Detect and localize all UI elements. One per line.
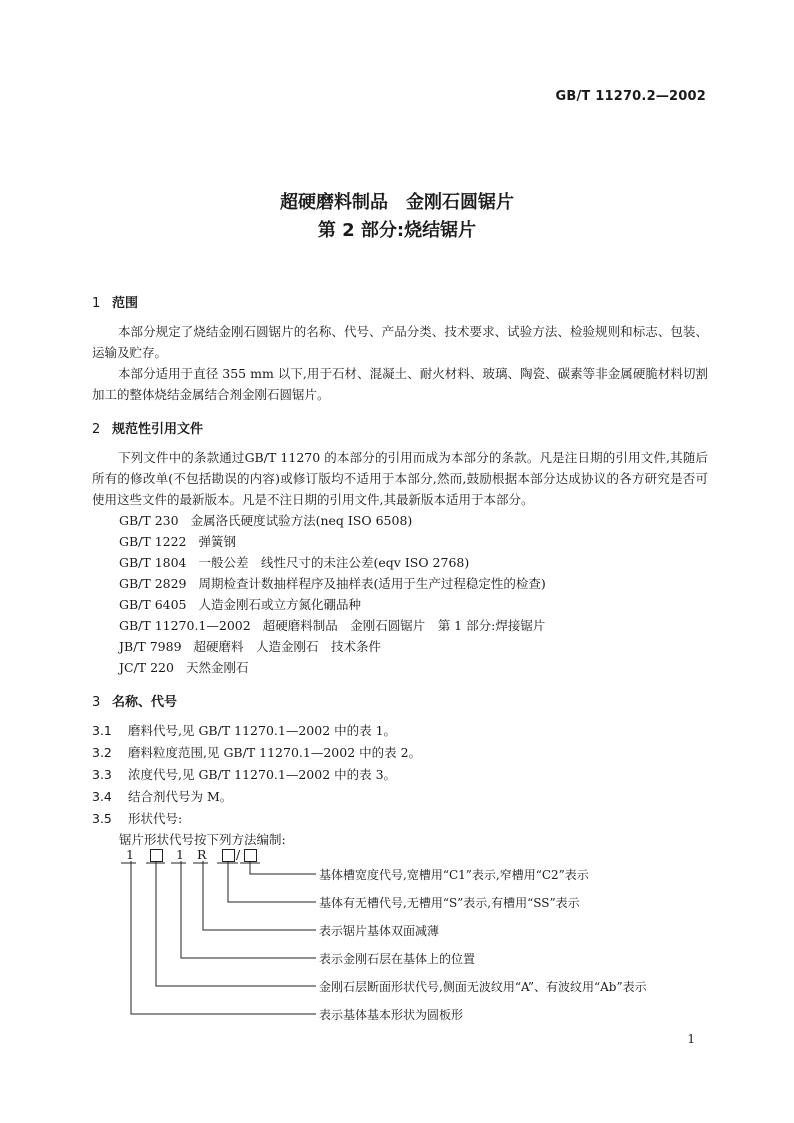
diagram-label-double-thinning: 表示锯片基体双面减薄 (319, 924, 440, 938)
code-char-1: 1 (126, 847, 134, 862)
diagram-label-diamond-position: 表示金刚石层在基体上的位置 (319, 952, 476, 966)
diagram-label-section-shape: 金刚石层断面形状代号,侧面无波纹用“A”、有波纹用“Ab”表示 (319, 980, 647, 994)
section-1-para-1: 本部分规定了烧结金刚石圆锯片的名称、代号、产品分类、技术要求、试验方法、检验规则和标志、包装、运输及贮存。 (92, 324, 708, 360)
code-char-4: / (236, 847, 241, 862)
document-title-line2: 第 2 部分:烧结锯片 (317, 220, 477, 241)
clause-text: 磨料代号,见 GB/T 11270.1—2002 中的表 1。 (128, 723, 397, 738)
reference-title: 人造金刚石或立方氮化硼品种 (198, 597, 362, 612)
reference-title: 超硬磨料制品 金刚石圆锯片 第 1 部分:焊接锯片 (262, 618, 546, 633)
reference-title: 弹簧钢 (198, 534, 237, 549)
section-number: 1 (92, 296, 101, 311)
clause-text: 浓度代号,见 GB/T 11270.1—2002 中的表 3。 (128, 767, 397, 782)
reference-code: GB/T 6405 (119, 597, 187, 612)
shape-code-note: 锯片形状代号按下列方法编制: (119, 832, 286, 847)
clause-text: 磨料粒度范围,见 GB/T 11270.1—2002 中的表 2。 (128, 745, 422, 760)
code-char-2: 1 (176, 847, 184, 862)
reference-code: JB/T 7989 (119, 639, 182, 654)
clause-number: 3.5 (92, 811, 112, 826)
section-number: 2 (92, 422, 101, 437)
reference-code: JC/T 220 (119, 660, 174, 675)
clause-number: 3.1 (92, 723, 112, 738)
section-title: 名称、代号 (112, 695, 178, 710)
reference-title: 金属洛氏硬度试验方法(neq ISO 6508) (190, 513, 413, 528)
document-title-line1: 超硬磨料制品 金刚石圆锯片 (280, 192, 514, 213)
section-2-para: 下列文件中的条款通过GB/T 11270 的本部分的引用而成为本部分的条款。凡是注日期的引用文件,其随后所有的修改单(不包括勘误的内容)或修订版均不适用于本部分,然而,鼓励根据本部分达成协议的各方研究是否可使用这些文件的最新版本。凡是不注日期的引用文件,其最新版本适用于本部分。 (92, 450, 708, 507)
section-title: 规范性引用文件 (112, 422, 204, 437)
code-char-3: R (197, 847, 207, 862)
diagram-label-base-shape: 表示基体基本形状为圆板形 (319, 1008, 464, 1022)
standard-number: GB/T 11270.2—2002 (555, 89, 706, 104)
clause-text: 结合剂代号为 M。 (128, 789, 233, 804)
clause-number: 3.2 (92, 745, 112, 760)
section-title: 范围 (112, 296, 139, 311)
clause-text: 形状代号: (128, 811, 183, 826)
reference-title: 天然金刚石 (185, 660, 249, 675)
clause-number: 3.4 (92, 789, 112, 804)
reference-code: GB/T 230 (119, 513, 179, 528)
diagram-label-groove-width: 基体槽宽度代号,宽槽用“C1”表示,窄槽用“C2”表示 (319, 868, 589, 882)
reference-code: GB/T 2829 (119, 576, 187, 591)
reference-title: 周期检查计数抽样程序及抽样表(适用于生产过程稳定性的检查) (198, 576, 546, 591)
page-number: 1 (687, 1032, 695, 1046)
reference-code: GB/T 11270.1—2002 (119, 618, 251, 633)
reference-title: 超硬磨料 人造金刚石 技术条件 (193, 639, 382, 654)
section-1-para-2: 本部分适用于直径 355 mm 以下,用于石材、混凝土、耐火材料、玻璃、陶瓷、碳素等非金属硬脆材料切割加工的整体烧结金属结合剂金刚石圆锯片。 (92, 366, 708, 402)
reference-code: GB/T 1804 (119, 555, 187, 570)
reference-code: GB/T 1222 (119, 534, 187, 549)
clause-number: 3.3 (92, 767, 112, 782)
section-number: 3 (92, 695, 101, 710)
reference-title: 一般公差 线性尺寸的未注公差(eqv ISO 2768) (198, 555, 470, 570)
diagram-label-groove: 基体有无槽代号,无槽用“S”表示,有槽用“SS”表示 (319, 896, 580, 910)
